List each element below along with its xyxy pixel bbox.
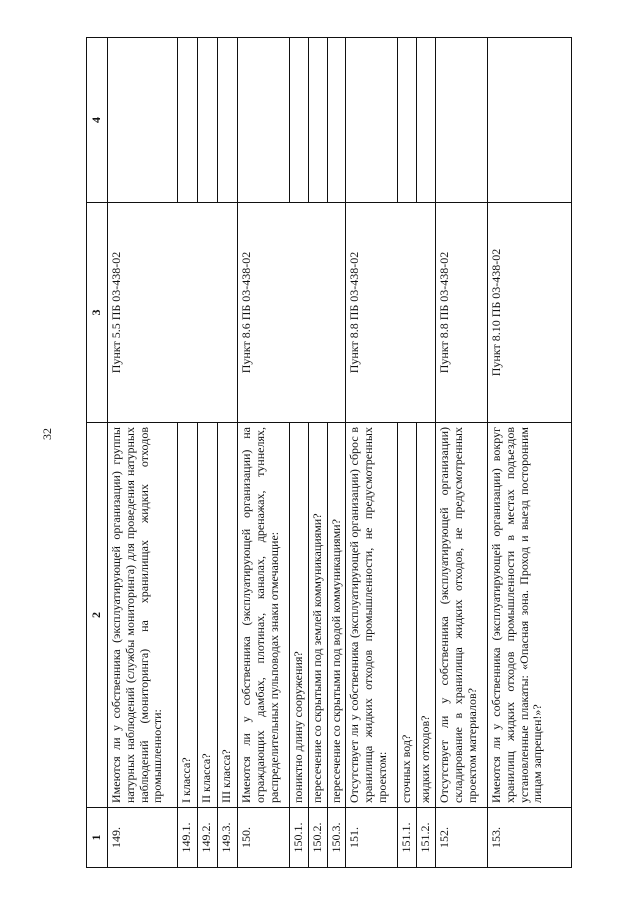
row-reference: Пункт 8.10 ПБ 03-438-02: [487, 203, 571, 423]
row-note: [417, 38, 436, 203]
row-note: [198, 38, 218, 203]
row-note: [308, 38, 327, 203]
row-reference: Пункт 5.5 ПБ 03-438-02: [108, 203, 238, 423]
row-question: Отсутствует ли у собственника (эксплуатирующей организации) складирование в хранилища жидких отходов, не предусмотренных проектом материалов?: [435, 423, 487, 808]
table-row: [346, 38, 398, 868]
table-header-row: [87, 38, 108, 868]
row-number: 149.3.: [218, 808, 238, 868]
row-number: 150.1.: [290, 808, 309, 868]
row-reference: Пункт 8.8 ПБ 03-438-02: [435, 203, 487, 423]
header-col-4: 4: [87, 38, 108, 203]
row-question: Имеются ли у собственника (эксплуатирующей организации) вокруг хранилищ жидких отходов промышленности в местах подъездов установленные плакаты: «Опасная зона. Проход и выезд посторонним лицам запрещен!»?: [487, 423, 571, 808]
row-note: [108, 38, 178, 203]
row-note: [346, 38, 398, 203]
row-question: I класса?: [178, 423, 198, 808]
table-row: [290, 38, 309, 868]
row-question: Имеются ли у собственника (эксплуатирующей организации) на ограждающих дамбах, плотинах, каналах, дренажах, туннелях, распределительных пульповодах знаки отмечающие:: [238, 423, 290, 808]
row-question: III класса?: [218, 423, 238, 808]
row-question: Имеются ли у собственника (эксплуатирующей организации) группы натурных наблюдений (службы мониторинга) для проведения натурных наблюдений (мониторинга) на хранилищах жидких отходов промышленности:: [108, 423, 178, 808]
row-number: 150.2.: [308, 808, 327, 868]
row-question: пониктно длину сооружения?: [290, 423, 309, 808]
table-row: [327, 38, 346, 868]
row-reference: Пункт 8.8 ПБ 03-438-02: [346, 203, 436, 423]
row-number: 151.2.: [417, 808, 436, 868]
row-reference: Пункт 8.6 ПБ 03-438-02: [238, 203, 346, 423]
row-note: [218, 38, 238, 203]
table-row: [398, 38, 417, 868]
row-question: II класса?: [198, 423, 218, 808]
row-note: [178, 38, 198, 203]
row-note: [487, 38, 571, 203]
table-row: [218, 38, 238, 868]
row-question: пересечение со скрытыми под водой коммуникациями?: [327, 423, 346, 808]
row-number: 153.: [487, 808, 571, 868]
row-question: пересечение со скрытыми под землей коммуникациями?: [308, 423, 327, 808]
page-number: 32: [40, 428, 54, 440]
row-number: 151.1.: [398, 808, 417, 868]
table-row: [417, 38, 436, 868]
row-number: 149.1.: [178, 808, 198, 868]
row-number: 149.2.: [198, 808, 218, 868]
table-row: [238, 38, 290, 868]
table-row: [108, 38, 178, 868]
row-question: Отсутствует ли у собственника (эксплуатирующей организации) сброс в хранилища жидких отходов промышленности, не предусмотренных проектом:: [346, 423, 398, 808]
table-row: [308, 38, 327, 868]
row-number: 150.: [238, 808, 290, 868]
table-row: [178, 38, 198, 868]
row-note: [290, 38, 309, 203]
table-row: [198, 38, 218, 868]
row-note: [435, 38, 487, 203]
row-number: 150.3.: [327, 808, 346, 868]
table-row: [435, 38, 487, 868]
checklist-table: [86, 37, 572, 868]
header-col-2: 2: [87, 423, 108, 808]
row-question: жидких отходов?: [417, 423, 436, 808]
row-number: 152.: [435, 808, 487, 868]
rotated-table-container: [86, 38, 562, 868]
row-note: [238, 38, 290, 203]
header-col-3: 3: [87, 203, 108, 423]
row-number: 151.: [346, 808, 398, 868]
table-row: [487, 38, 571, 868]
row-question: сточных вод?: [398, 423, 417, 808]
row-note: [327, 38, 346, 203]
row-note: [398, 38, 417, 203]
row-number: 149.: [108, 808, 178, 868]
header-col-1: 1: [87, 808, 108, 868]
